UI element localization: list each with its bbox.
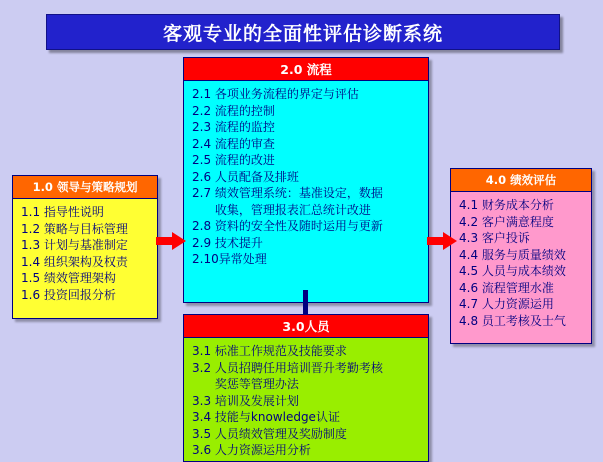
list-item: 4.3 客户投诉 xyxy=(459,231,530,245)
arrow-head-icon xyxy=(443,232,457,250)
list-item: 3.5 人员绩效管理及奖励制度 xyxy=(192,426,347,441)
list-item: 4.5 人员与成本绩效 xyxy=(459,264,566,278)
connector-flow-to-people xyxy=(303,290,308,314)
box-flow xyxy=(183,57,429,303)
list-item: 1.6 投资回报分析 xyxy=(21,287,116,302)
list-item: 1.2 策略与目标管理 xyxy=(21,221,128,236)
box-people-header: 3.0人员 xyxy=(183,314,429,338)
arrow-leadership-to-flow xyxy=(156,232,186,250)
list-item: 2.4 流程的审查 xyxy=(192,136,275,151)
list-item: 2.9 技术提升 xyxy=(192,235,263,250)
list-item: 3.1 标准工作规范及技能要求 xyxy=(192,344,347,358)
list-item: 3.2 人员招聘任用培训晋升考勤考核 xyxy=(192,360,383,375)
box-flow-header: 2.0 流程 xyxy=(183,57,429,81)
list-item: 4.6 流程管理水准 xyxy=(459,280,554,295)
list-item: 2.7 绩效管理系统：基准设定，数据 xyxy=(192,186,383,200)
box-leadership xyxy=(12,175,158,319)
list-item: 4.8 员工考核及士气 xyxy=(459,313,566,328)
list-item-continuation: 奖惩等管理办法 xyxy=(192,377,299,391)
list-item: 4.1 财务成本分析 xyxy=(459,198,554,212)
diagram-title-bar xyxy=(46,14,560,50)
list-item: 4.2 客户满意程度 xyxy=(459,214,554,229)
list-item-continuation: 收集，管理报表汇总统计改进 xyxy=(192,202,371,217)
page-title: 客观专业的全面性评估诊断系统 xyxy=(162,22,443,45)
box-performance-header: 4.0 绩效评估 xyxy=(450,168,592,192)
box-performance xyxy=(450,168,592,344)
list-item: 1.5 绩效管理架构 xyxy=(21,271,116,285)
box-people xyxy=(183,314,429,462)
box-leadership-body xyxy=(12,199,158,319)
box-performance-body xyxy=(450,192,592,344)
arrow-flow-to-performance xyxy=(427,232,457,250)
list-item: 1.4 组织架构及权责 xyxy=(21,254,128,269)
list-item: 4.4 服务与质量绩效 xyxy=(459,247,566,262)
list-item: 3.4 技能与knowledge认证 xyxy=(192,410,340,424)
list-item: 2.6 人员配备及排班 xyxy=(192,169,299,184)
list-item: 2.8 资料的安全性及随时运用与更新 xyxy=(192,219,383,233)
box-people-body xyxy=(183,338,429,462)
box-leadership-header: 1.0 领导与策略规划 xyxy=(12,175,158,199)
list-item: 1.3 计划与基准制定 xyxy=(21,238,128,252)
list-item: 2.5 流程的改进 xyxy=(192,153,275,167)
list-item: 2.1 各项业务流程的界定与评估 xyxy=(192,87,359,101)
list-item: 3.3 培训及发展计划 xyxy=(192,393,299,408)
list-item: 3.6 人力资源运用分析 xyxy=(192,443,311,457)
list-item: 2.10异常处理 xyxy=(192,252,267,266)
arrow-head-icon xyxy=(172,232,186,250)
list-item: 2.2 流程的控制 xyxy=(192,103,275,118)
list-item: 1.1 指导性说明 xyxy=(21,205,104,219)
list-item: 2.3 流程的监控 xyxy=(192,120,275,134)
box-flow-body xyxy=(183,81,429,303)
list-item: 4.7 人力资源运用 xyxy=(459,297,554,311)
